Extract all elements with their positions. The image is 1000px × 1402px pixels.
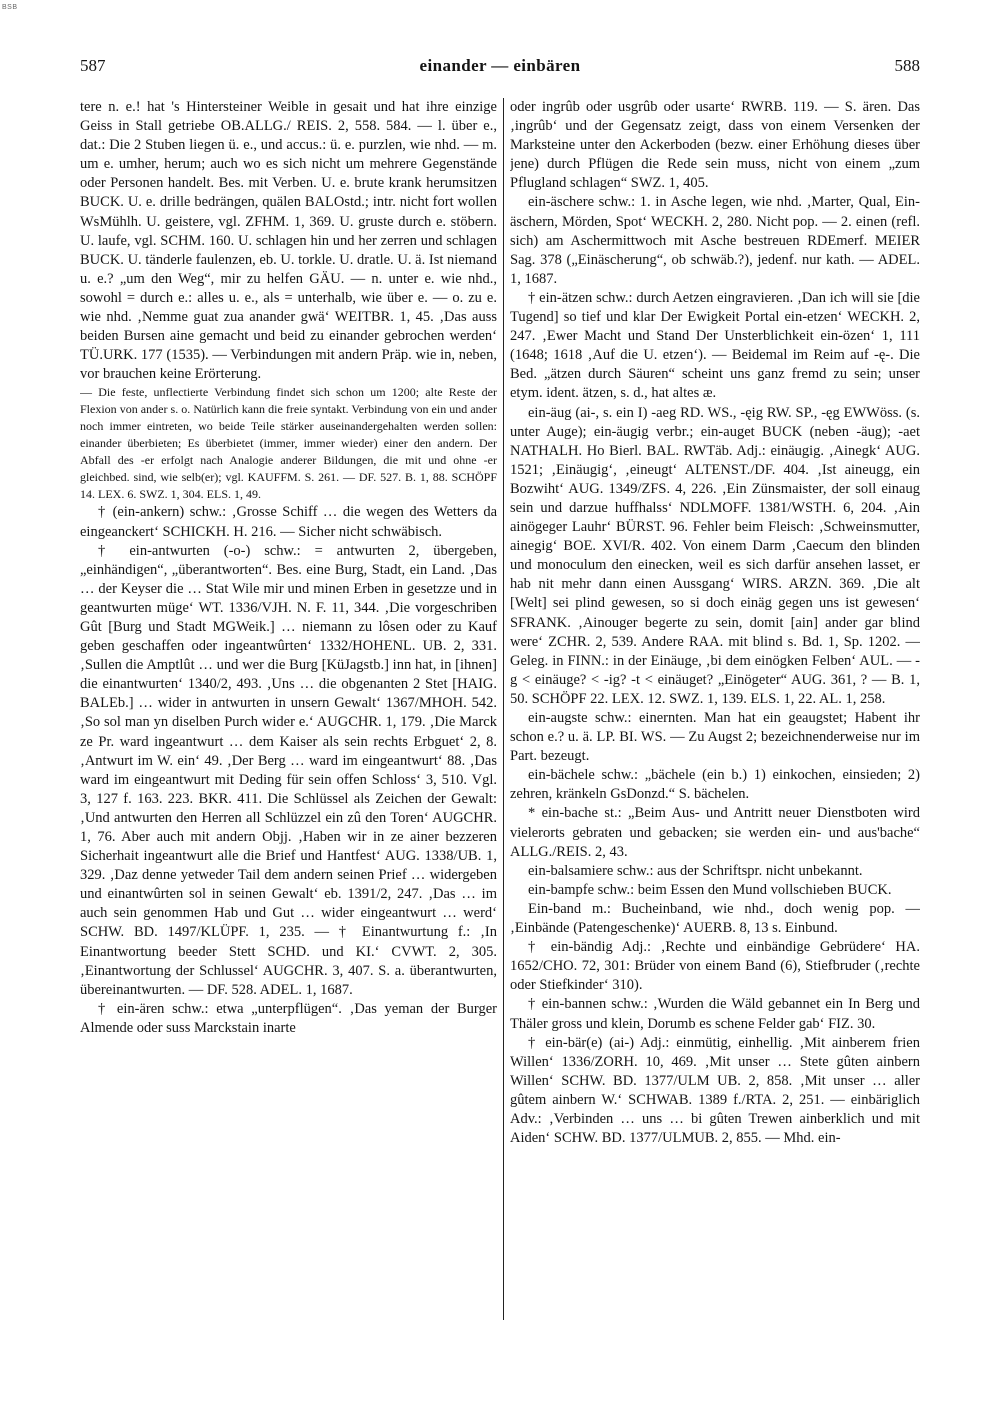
library-stamp: BSB: [2, 4, 18, 11]
etymology-note: — Die feste, unflectierte Verbindung findet sich schon um 1200; alte Reste der Flexion von ander s. o. Natürlich kann die freie syntakt. Verbindung von ein und ander noch immer eintreten, wo beide Teile stärker auseinandergehalten werden sollen: einander überbieten; Es überbietet (immer, immer wieder) einer den andern. Der Abfall des -er erfolgt nach Analogie anderer Bildungen, die mit und ohne -er gleichbed. sind, wie selb(er); vgl. KAUFFM. S. 261. — DF. 527. B. 1, 88. SCHÖPF 14. LEX. 6. SWZ. 1, 304. ELS. 1, 49.: [80, 385, 497, 502]
entry-ein-augste: ein-augste schw.: einernten. Man hat ein geaugstet; Habent ihr schon e.? u. ä. LP. BI. WS. — Zu Augst 2; bezeichnenderweise nur im Part. bezeugt.: [510, 710, 920, 765]
entry-ein-aeren: † ein-ären schw.: etwa „unterpflügen“. ‚Das yeman der Burger Almende oder suss Marckstain inarte: [80, 1000, 497, 1036]
entry-ein-baere: † ein-bär(e) (ai-) Adj.: einmütig, einhellig. ‚Mit ainberem frien Willen‘ 1336/ZORH. 10, 469. ‚Mit unser … Stete gûten ainbern Willen‘ SCHW. BD. 1377/ULM UB. 2, 858. ‚Mit unser … aller gûtem ainbern W.‘ SCHWAB. 1389 f./RTA. 2, 251. — einbäriglich Adv.: ‚Verbinden … uns … bi gûten Trewen ainberklich und mit Aiden‘ SCHW. BD. 1377/ULMUB. 2, 855. — Mhd. ein-: [510, 1034, 920, 1147]
entry-ein-aeug: ein-äug (ai-, s. ein I) -aeg RD. WS., -ęig RW. SP., -ęg EWWöss. (s. unter Auge); ein-äugig verbr.; ein-auget BUCK (neben -äug); -aet NATHALH. Ho Bierl. BAL. RWTäb. Adj.: einäugig. ‚Ainegk‘ AUG. 1521; ‚Einäugig‘, ‚eineugt‘ ALTENST./DF. 404. ‚Ist aineugg, ein Bozwiht‘ AUG. 1349/ZFS. 4, 226. ‚Ein Zünsmaister, der soll einaug sein und darzue huffhalss‘ NDLMOFF. 1381/WSTH. 6, 204. ‚Ain ainögeger Lauhr‘ BÜRST. 96. Fehler beim Fleisch: ‚Schweinsmutter, ainegig‘ BOE. XVI/R. 402. Von einem Darm ‚Caecum den blinden und monoculum den einecken, weil es sich darfür ansehen lasset, er hab nit mehr dann einen Aussgang‘ WIRS. ARZN. 369. ‚Die alt [Welt] sei plind gewesen, so si doch einäg gegen uns ist gewesen‘ SFRANK. ‚Ainouger begerte zu sein, domit [ain] ander gar blind were‘ ZCHR. 2, 539. Andere RAA. mit blind s. Bd. 1, Sp. 1202. — Geleg. in FINN.: in der Einäuge, ‚bi dem einögken Felben‘ AUL. — -g < einäuge? < -ig? -t < einäuget? „Einögeter“ AUG. 361, ? — B. 1, 50. SCHÖPF 22. LEX. 12. SWZ. 1, 139. ELS. 1, 22. AL. 1, 258.: [510, 404, 920, 707]
left-column: [80, 98, 497, 1323]
right-column: [510, 98, 920, 1323]
entry-ein-baechele: ein-bächele schw.: „bächele (ein b.) 1) einkochen, einsieden; 2) zehren, kränkeln GsDonzd.“ S. bächelen.: [510, 767, 920, 803]
running-title: einander — einbären: [419, 56, 581, 75]
entry-ein-baendig: † ein-bändig Adj.: ‚Rechte und einbändige Gebrüdere‘ HA. 1652/CHO. 72, 301: Brüder von einem Band (6), Stiefbruder (‚rechte oder Stiefkinder‘ 310).: [510, 939, 920, 994]
entry-ein-aetzen: † ein-ätzen schw.: durch Aetzen eingravieren. ‚Dan ich will sie [die Tugend] so tief und klar Der Ewigkeit Portal ein-etzen‘ WECKH. 2, 247. ‚Ewer Macht und Stand Der Unsterblichkeit ein-özen‘ 1, 111 (1648; 1618 ‚Auf die U. etzen‘). — Beidemal im Reim auf -ę-. Die Bed. „ätzen durch Säuren“ scheint uns ganz fremd zu sein; unser etym. ident. ätzen, s. d., hat altes æ.: [510, 289, 920, 402]
page-number-left: 587: [80, 56, 106, 75]
entry-ein-bampfe: ein-bampfe schw.: beim Essen den Mund vollschieben BUCK.: [528, 881, 892, 898]
page-number-right: 588: [894, 56, 920, 75]
entry-ein-aeschere: ein-äschere schw.: 1. in Asche legen, wie nhd. ‚Marter, Qual, Ein-äschern, Mörden, Spot‘ WECKH. 2, 280. Nicht pop. — 2. einen (refl. sich) am Aschermittwoch mit Asche bestreuen RDEmerf. MEIER Sag. 378 („Einäscherung“, ob schwäb.?), jedenf. nur kath. — ADEL. 1, 1687.: [510, 194, 920, 287]
entry-continuation: tere n. e.! hat 's Hintersteiner Weible in gesait und hat ihre einzige Geiss in Stall getriebe OB.ALLG./ REIS. 2, 558. 584. — l. über e., dat.: Die 2 Stuben liegen ü. e., und accus.: ü. e. purzlen, wie nhd. — m. um e. umher, herum; auch wo es sich nicht um mehrere Gegenstände oder Personen handelt. Bes. mit Verben. U. e. brute krank herumsitzen BUCK. U. e. drille bedrängen, quälen BALOstd.; intr. nicht fort wollen WsMühlh. U. geistere, vgl. ZFHM. 1, 369. U. gruste durch e. stöbern. U. laufe, vgl. SCHM. 160. U. schlagen hin und her zerren und schlagen BUCK. U. tänderle faulenzen, eb. U. torkle. U. dratle. U. ä. Ist niemand u. e.? „um den Weg“, mir zu helfen GÄU. — n. unter e. wie nhd., sowohl = durch e.: alles u. e., als = unterhalb, wie über e. — o. zu e. wie nhd. ‚Nemme guat zua anander gwä‘ WEITBR. 1, 45. ‚Das auss beiden Bursen aine gemacht und beid zu einander gebrochen werden‘ TÜ.URK. 177 (1535). — Verbindungen mit andern Präp. wie in, neben, vor brauchen keine Erörterung.: [80, 99, 497, 383]
entry-continuation: oder ingrûb oder usgrûb oder usarte‘ RWRB. 119. — S. ären. Das ‚ingrûb‘ und der Gegensatz zeigt, dass von einem Versenken der Marksteine unter den Ackerboden (bezw. einer Erhöhung dieses über jene) durch Pflügen die Rede sein muss, nicht von einem „zum Pflugland schlagen“ SWZ. 1, 405.: [510, 99, 920, 192]
entry-ein-balsamiere: ein-balsamiere schw.: aus der Schriftspr. nicht unbekannt.: [528, 862, 863, 879]
entry-ein-band: Ein-band m.: Bucheinband, wie nhd., doch wenig pop. — ‚Einbände (Patengeschenke)‘ AUERB. 8, 13 s. Einbund.: [510, 900, 920, 937]
entry-ein-antwurten: † ein-antwurten (-o-) schw.: = antwurten 2, übergeben, „einhändigen“, „überantworten“. Bes. eine Burg, Stadt, ein Land. ‚Das … der Keyser die … Stat Wile mir und minen Erben in gesetzze und in geantwurten müge‘ WT. 1336/VJH. N. F. 11, 344. ‚Die vorgeschriben Gût [Burg und Stadt MGWeik.] … niemann zu lôsen oder zu Kauf geben geschaffen oder ingeantwûrten‘ 1332/HOHENL. UB. 2, 331. ‚Sullen die Amptlût … und wer die Burg [KüJagstb.] inn hat, in [ihnen] die einantwurten‘ 1340/2, 493. ‚Uns … die obgenanten 2 Stet [HAIG. BALEb.] … wider in antwurten in unsern Gewalt‘ 1367/MHOH. 542. ‚So sol man yn diselben Purch wider e.‘ AUGCHR. 1, 179. ‚Die Marck ze Pr. ward ingeantwurt … dem Kaiser als sein rechts Erbguet‘ 2, 8. ‚Antwurt im W. ein‘ 49. ‚Der Berg … ward im eingeantwurt‘ 88. ‚Das ward im eingeantwurt mit Deding für sein offen Schloss‘ 3, 510. Vgl. 3, 127 f. 163. 223. BKR. 411. Die Schlüssel als Zeichen der Gewalt: ‚Und antwurten den Herren all Schlüzzel ein zû den Toren‘ AUGCHR. 1, 76. Aber auch mit andern Objj. ‚Haben wir in ze ainer bezzeren Sicherhait ingeantwurt alle die Brief und Hantfest‘ AUG. 1338/UB. 1, 329. ‚Daz denne yetweder Tail dem andern seinen Prief … widergeben und einantwûrten sol in seinen Gewalt‘ eb. 1391/2, 247. ‚Das … im auch sein genommen Hab und Gut … wider eingeantwurt … werd‘ SCHW. BD. 1497/KLÜPF. 1, 235. — † Einantwurtung f.: ‚In Einantwortung beeder Stett SCHD. und KI.‘ CVWT. 2, 305. ‚Einantwortung der Schlussel‘ AUGCHR. 3, 407. S. a. überantwurten, übereinantwurten. — DF. 528. ADEL. 1, 1687.: [80, 542, 497, 998]
entry-ein-bannen: † ein-bannen schw.: ‚Wurden die Wäld gebannet ein In Berg und Thäler gross und klein, Dorumb es schene Felder gab‘ FIZ. 30.: [510, 996, 920, 1032]
entry-ein-bache: * ein-bache st.: „Beim Aus- und Antritt neuer Dienstboten wird vielerorts gebraten und gebacken; sie werden ein- und aus'bache“ ALLG./REIS. 2, 43.: [510, 805, 920, 860]
column-divider: [503, 98, 504, 1320]
entry-ein-ankern: † (ein-ankern) schw.: ‚Grosse Schiff … die wegen des Wetters da eingeanckert‘ SCHICKH. H. 216. — Sicher nicht schwäbisch.: [80, 504, 497, 540]
page-header: [80, 56, 920, 80]
